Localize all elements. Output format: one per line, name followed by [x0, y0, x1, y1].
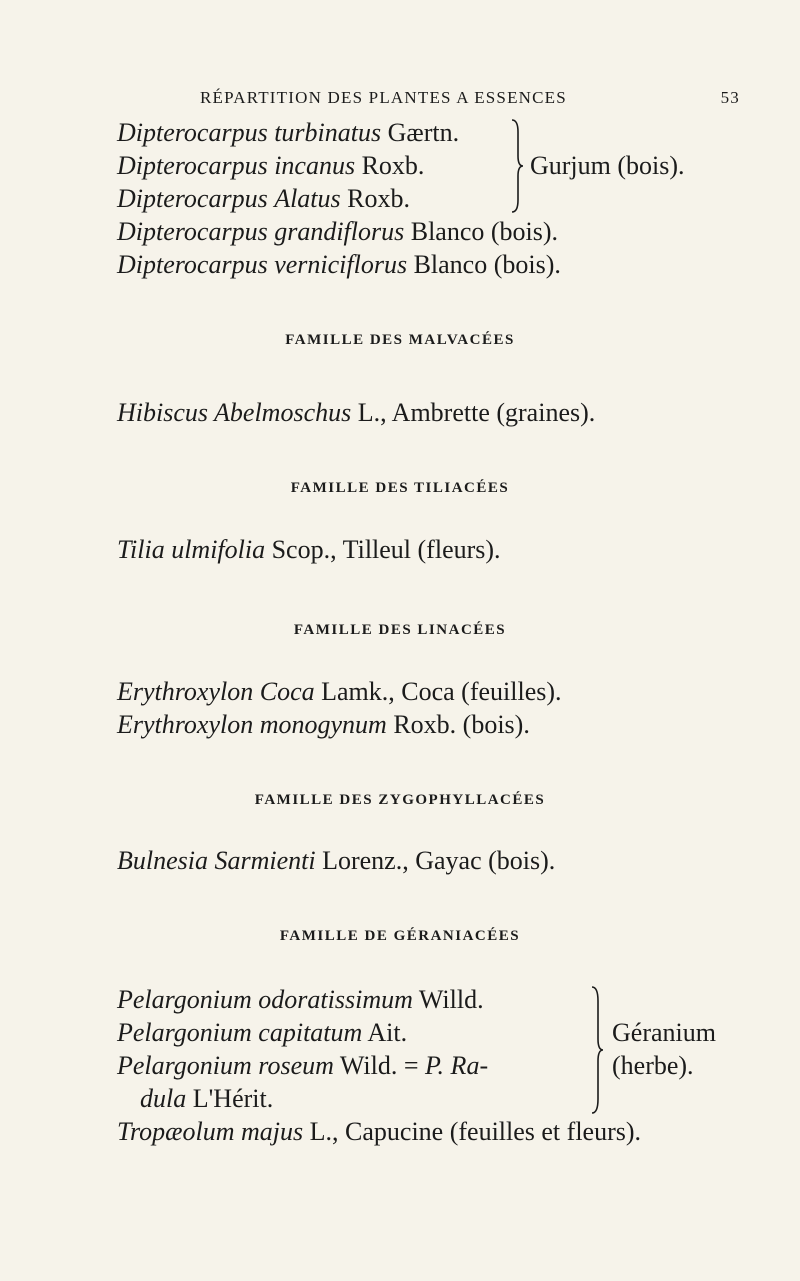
author: Roxb. — [361, 151, 425, 180]
genus: Dipterocarpus — [117, 250, 268, 279]
rest: L'Hérit. — [192, 1084, 274, 1113]
rest: Blanco (bois). — [413, 250, 561, 279]
synonym-name: P. Ra- — [425, 1051, 489, 1080]
genus: Dipterocarpus — [117, 217, 268, 246]
group-label-geranium: Géranium — [612, 1018, 716, 1047]
group-label-herbe: (herbe). — [612, 1051, 694, 1080]
species: grandiflorus — [274, 217, 405, 246]
species: turbinatus — [274, 118, 382, 147]
author: Gærtn. — [387, 118, 460, 147]
species: verniciflorus — [274, 250, 408, 279]
species-name: Hibiscus Abelmoschus — [117, 398, 352, 427]
species-name: Pelargonium capitatum — [117, 1018, 363, 1047]
rest: Blanco (bois). — [410, 217, 559, 246]
entry-pelargonium-radula — [140, 1084, 273, 1114]
rest: Lamk., Coca (feuilles). — [321, 677, 562, 706]
heading-geraniacees: FAMILLE DE GÉRANIACÉES — [279, 928, 521, 944]
genus: Dipterocarpus — [117, 184, 268, 213]
species-name: Tropæolum majus — [117, 1117, 304, 1146]
entry-pelargonium-capitatum — [117, 1018, 407, 1048]
entry-tropaeolum — [117, 1117, 641, 1147]
species-name: Bulnesia Sarmienti — [117, 846, 316, 875]
entry-dipterocarpus-incanus — [117, 151, 424, 181]
heading-zygophyllacees: FAMILLE DES ZYGOPHYLLACÉES — [254, 792, 546, 808]
entry-dipterocarpus-turbinatus — [117, 118, 459, 148]
species: Alatus — [274, 184, 341, 213]
heading-malvacees: FAMILLE DES MALVACÉES — [285, 332, 515, 348]
heading-tiliacees: FAMILLE DES TILIACÉES — [290, 480, 510, 496]
rest: L., Capucine (feuilles et fleurs). — [309, 1117, 642, 1146]
rest: Roxb. (bois). — [393, 710, 530, 739]
entry-hibiscus — [117, 398, 595, 428]
header-title: RÉPARTITION DES PLANTES A ESSENCES — [200, 88, 567, 107]
species-name: Pelargonium odoratissimum — [117, 985, 413, 1014]
entry-dipterocarpus-alatus — [117, 184, 410, 214]
rest: Wild. = — [339, 1051, 426, 1080]
author: Roxb. — [347, 184, 410, 213]
rest: Lorenz., Gayac (bois). — [322, 846, 556, 875]
rest: Ait. — [367, 1018, 408, 1047]
species-name: Erythroxylon Coca — [117, 677, 315, 706]
rest: Scop., Tilleul (fleurs). — [271, 535, 501, 564]
entry-dipterocarpus-verniciflorus — [117, 250, 561, 280]
entry-tilia — [117, 535, 501, 565]
species: incanus — [274, 151, 356, 180]
right-brace-icon — [590, 985, 604, 1115]
entry-pelargonium-roseum — [117, 1051, 488, 1081]
right-brace-icon — [510, 118, 524, 214]
entry-dipterocarpus-grandiflorus — [117, 217, 558, 247]
species-name: Erythroxylon monogynum — [117, 710, 387, 739]
rest: L., Ambrette (graines). — [357, 398, 596, 427]
page-number: 53 — [720, 88, 740, 107]
heading-linacees: FAMILLE DES LINACÉES — [293, 622, 507, 638]
species-name: Pelargonium roseum — [117, 1051, 334, 1080]
species-name: dula — [140, 1084, 187, 1113]
species-name: Tilia ulmifolia — [117, 535, 266, 564]
genus: Dipterocarpus — [117, 151, 268, 180]
group-label-gurjum: Gurjum (bois). — [530, 151, 685, 180]
entry-pelargonium-odoratissimum — [117, 985, 484, 1015]
rest: Willd. — [418, 985, 484, 1014]
entry-bulnesia — [117, 846, 555, 876]
entry-erythroxylon-monogynum — [117, 710, 530, 740]
genus: Dipterocarpus — [117, 118, 268, 147]
entry-erythroxylon-coca — [117, 677, 562, 707]
